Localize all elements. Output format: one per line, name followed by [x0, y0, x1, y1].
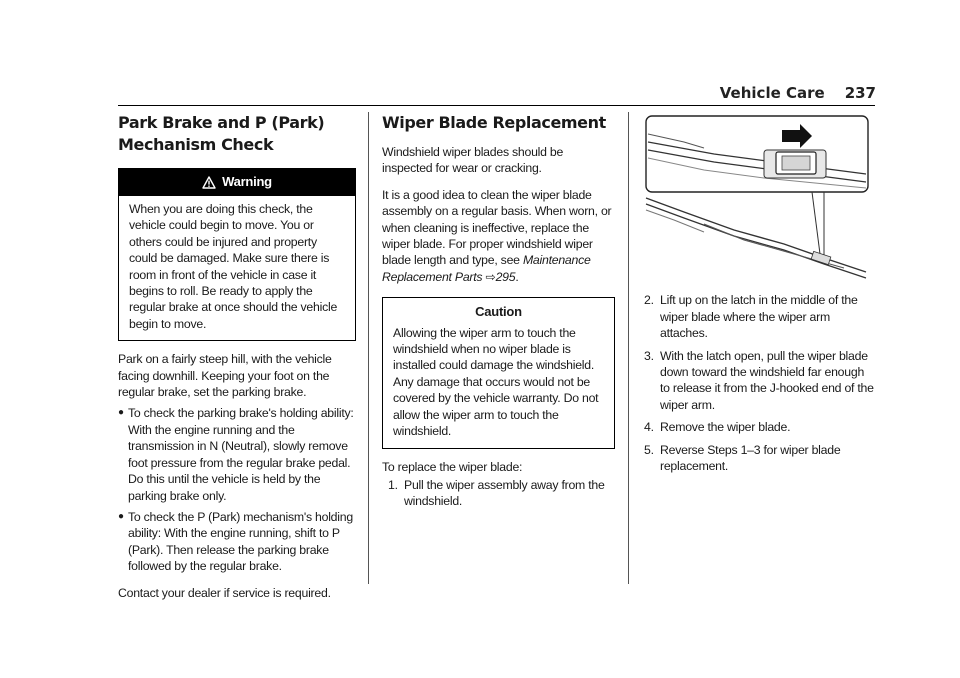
step-item: [644, 442, 876, 475]
park-brake-title-line1: Park Brake and P (Park): [118, 113, 325, 132]
step-number: 5.: [644, 442, 654, 457]
step-number: 4.: [644, 420, 654, 435]
header-page-number: 237: [844, 84, 876, 102]
park-brake-closing: Contact your dealer if service is required.: [118, 585, 331, 600]
caution-box: [382, 297, 615, 448]
step-text: Reverse Steps 1–3 for wiper blade replacement.: [660, 442, 841, 474]
warning-triangle-icon: [202, 176, 216, 189]
page-ref-arrow-icon: ⇨: [485, 269, 496, 284]
wiper-para-clean-text: It is a good idea to clean the wiper blade assembly on a regular basis. When worn, or when cleaning is ineffective, replace the wiper blade. For proper windshield wiper blade length and type, see: [382, 187, 612, 268]
step-text: With the latch open, pull the wiper blade down toward the windshield far enough to release it from the J-hooked end of the wiper arm.: [660, 348, 874, 412]
warning-box: [118, 168, 356, 341]
bullet-icon: ●: [118, 407, 124, 419]
column-divider: [368, 112, 369, 584]
step-text: Remove the wiper blade.: [660, 420, 791, 435]
bullet-item: [118, 405, 356, 503]
maintenance-parts-link[interactable]: Maintenance Replacement Parts: [382, 253, 591, 284]
step-item: [388, 477, 615, 510]
bullet-text-park-mechanism: To check the P (Park) mechanism's holding ability: With the engine running, shift to P (Park). Then release the parking brake followed by the regular brake.: [128, 509, 353, 574]
header-rule: [118, 105, 875, 106]
step-text: Pull the wiper assembly away from the windshield.: [404, 477, 605, 509]
warning-text: When you are doing this check, the vehicle could begin to move. You or others could be injured and property could be damaged. Make sure there is room in front of the vehicle in case it begins to roll. Be ready to apply the regular brake at once should the vehicle begin to move.: [129, 202, 338, 331]
caution-label: Caution: [475, 304, 522, 320]
step-number: 3.: [644, 348, 654, 363]
column-wiper-blade: [382, 112, 615, 510]
step-number: 1.: [388, 477, 398, 492]
column-park-brake: [118, 112, 356, 601]
column-divider: [628, 112, 629, 584]
wiper-para-clean: It is a good idea to clean the wiper blade assembly on a regular basis. When worn, or when cleaning is ineffective, replace the wiper blade. For proper windshield wiper blade length and type, see Maintenance Replacement Parts ⇨295.: [382, 187, 612, 284]
park-brake-title-line2: Mechanism Check: [118, 135, 274, 154]
bullet-icon: ●: [118, 510, 124, 522]
step-item: [644, 348, 876, 414]
wiper-blade-title: Wiper Blade Replacement: [382, 113, 606, 132]
steps-intro: To replace the wiper blade:: [382, 459, 523, 474]
step-text: Lift up on the latch in the middle of the wiper blade where the wiper arm attaches.: [660, 293, 858, 341]
step-item: [644, 419, 876, 435]
wiper-para-inspect: Windshield wiper blades should be inspected for wear or cracking.: [382, 145, 564, 176]
bullet-item: [118, 509, 356, 575]
warning-header: [119, 169, 355, 196]
bullet-text-parking-brake: To check the parking brake's holding ability: With the engine running and the transmission in N (Neutral), slowly remove foot pressure from the regular brake pedal. Do this until the vehicle is held by the parking brake only.: [128, 406, 354, 503]
warning-label: Warning: [222, 174, 272, 190]
header-section-title: Vehicle Care: [719, 84, 825, 102]
step-number: 2.: [644, 293, 654, 308]
caution-text: Allowing the wiper arm to touch the windshield when no wiper blade is installed could damage the windshield. Any damage that occurs would not be covered by the vehicle warranty. Do not allow the wiper arm to touch the windshield.: [393, 325, 599, 439]
wiper-blade-illustration: [644, 112, 870, 282]
park-brake-intro: Park on a fairly steep hill, with the vehicle facing downhill. Keeping your foot on the regular brake, set the parking brake.: [118, 352, 332, 400]
park-brake-title: [118, 112, 356, 156]
column-wiper-steps: [644, 112, 876, 474]
step-item: [644, 292, 876, 341]
maintenance-parts-page[interactable]: 295: [495, 269, 516, 284]
page-header: [720, 84, 876, 102]
